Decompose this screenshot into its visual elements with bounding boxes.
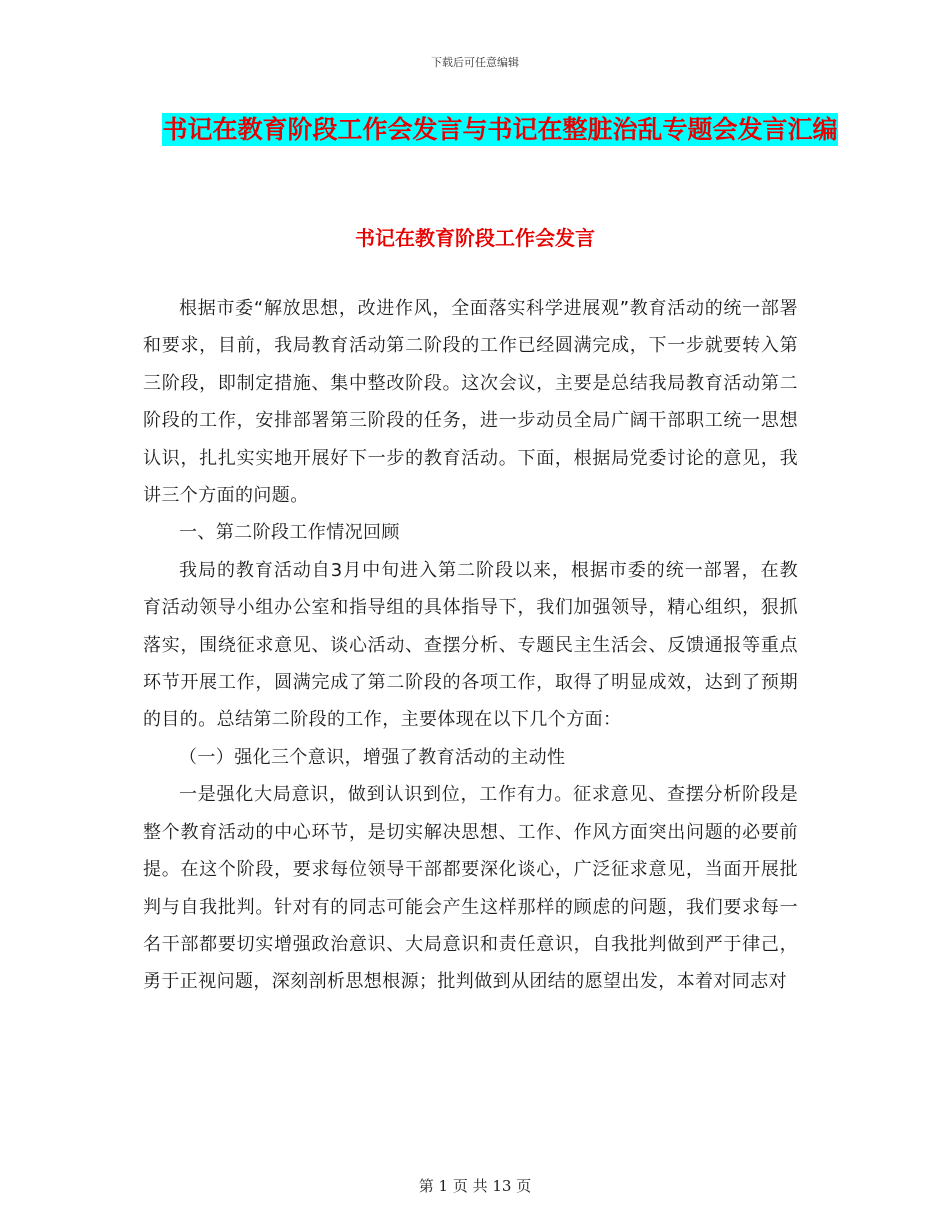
paragraph: 我局的教育活动自3月中旬进入第二阶段以来，根据市委的统一部署，在教育活动领导小组办公室和指导组的具体指导下，我们加强领导，精心组织，狠抓落实，围绕征求意见、谈心活动、查摆分析、专题民主生活会、反馈通报等重点环节开展工作，圆满完成了第二阶段的各项工作，取得了明显成效，达到了预期的目的。总结第二阶段的工作，主要体现在以下几个方面：	[143, 559, 798, 731]
paragraph: 一、第二阶段工作情况回顾	[179, 522, 400, 544]
paragraph: 一是强化大局意识，做到认识到位，工作有力。征求意见、查摆分析阶段是整个教育活动的中心环节，是切实解决思想、工作、作风方面突出问题的必要前提。在这个阶段，要求每位领导干部都要深化谈心，广泛征求意见，当面开展批判与自我批判。针对有的同志可能会产生这样那样的顾虑的问题，我们要求每一名干部都要切实增强政治意识、大局意识和责任意识，自我批判做到严于律己，勇于正视问题，深刻剖析思想根源；批判做到从团结的愿望出发，本着对同志对	[143, 784, 798, 993]
document-title	[140, 108, 860, 152]
header-note: 下载后可任意编辑	[431, 56, 519, 69]
paragraph: 根据市委“解放思想，改进作风，全面落实科学进展观”教育活动的统一部署和要求，目前，我局教育活动第二阶段的工作已经圆满完成，下一步就要转入第三阶段，即制定措施、集中整改阶段。这次会议，主要是总结我局教育活动第二阶段的工作，安排部署第三阶段的任务，进一步动员全局广阔干部职工统一思想认识，扎扎实实地开展好下一步的教育活动。下面，根据局党委讨论的意见，我讲三个方面的问题。	[143, 298, 798, 507]
paragraph: （一）强化三个意识，增强了教育活动的主动性	[179, 746, 566, 768]
document-title-text: 书记在教育阶段工作会发言与书记在整脏治乱专题会发言汇编	[162, 115, 838, 144]
page-number-footer: 第 1 页 共 13 页	[418, 1177, 532, 1195]
document-body	[143, 290, 798, 1001]
section-title: 书记在教育阶段工作会发言	[355, 226, 595, 250]
